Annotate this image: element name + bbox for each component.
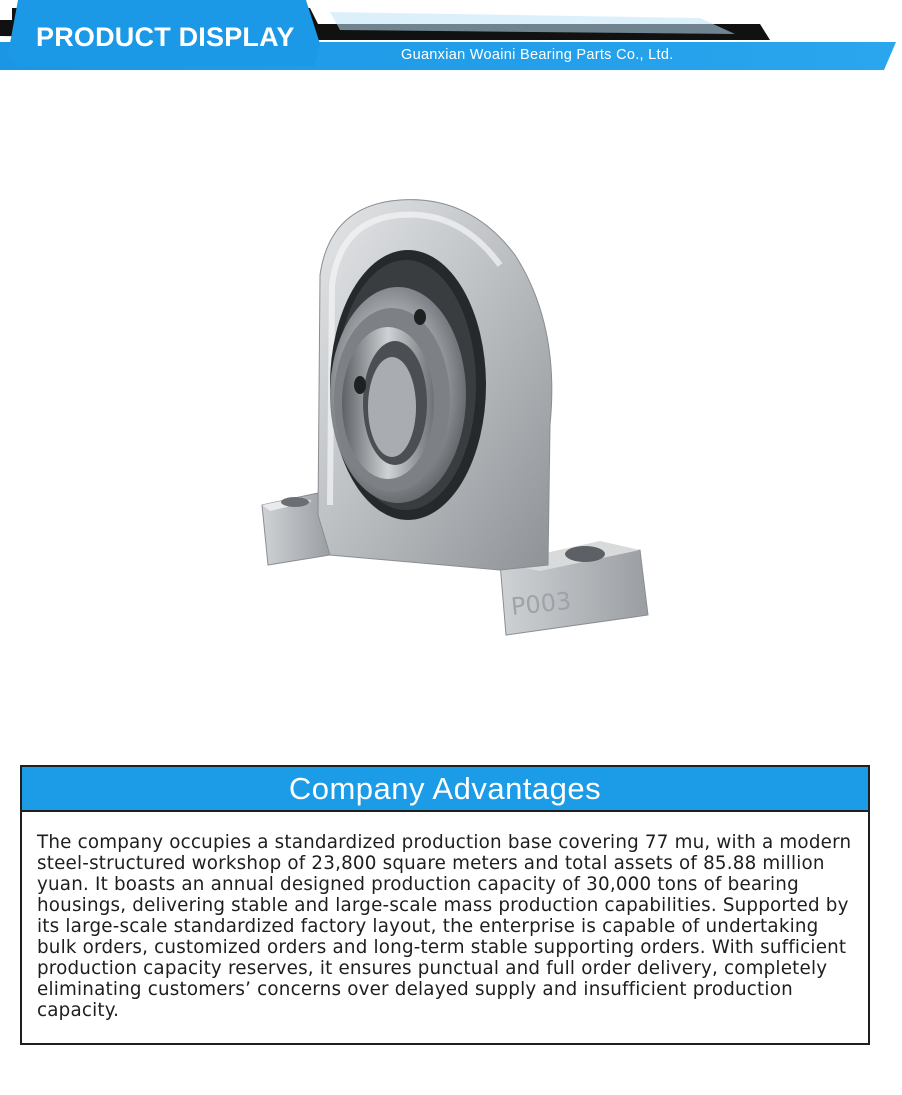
banner-title: PRODUCT DISPLAY (36, 22, 295, 52)
product-image (0, 95, 902, 735)
banner-company-name: Guanxian Woaini Bearing Parts Co., Ltd. (401, 47, 674, 63)
company-advantages-text: The company occupies a standardized production base covering 77 mu, with a modern steel-structured workshop of 23,800 square meters and total assets of 85.88 million yuan. It boasts an annual designed production capacity of 30,000 tons of bearing housings, delivering stable and large-scale mass production capabilities. Supported by its large-scale standardized factory layout, the enterprise is capable of undertaking bulk orders, customized orders and long-term stable supporting orders. With sufficient production capacity reserves, it ensures punctual and full order delivery, completely eliminating customers’ concerns over delayed supply and insufficient production capacity. (37, 832, 852, 1021)
company-advantages-panel (20, 765, 870, 1045)
company-advantages-header (22, 767, 868, 812)
svg-text:P003: P003 (509, 586, 573, 621)
product-display-banner (0, 0, 902, 75)
bearing-illustration (0, 95, 902, 735)
company-advantages-title: Company Advantages (288, 770, 602, 806)
